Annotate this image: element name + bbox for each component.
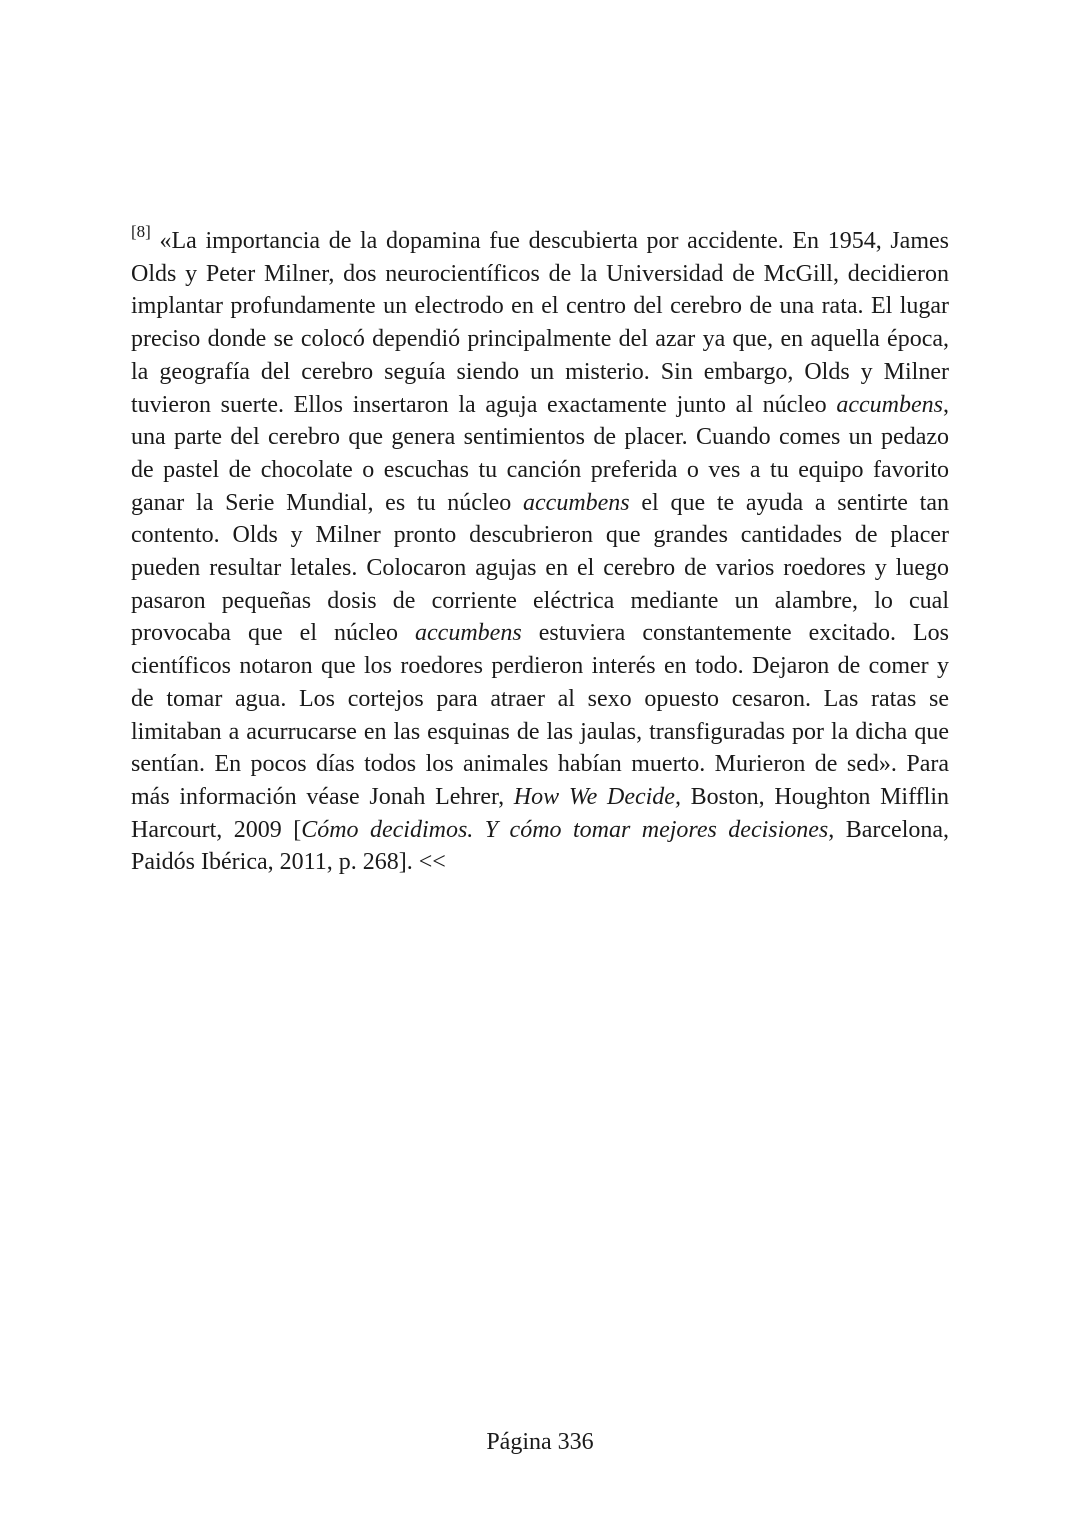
footnote-text: , Barcelona, Paidós Ibérica, 2011, p. 268]. [131, 816, 950, 876]
footnote-marker: [8] [131, 222, 151, 241]
footnote-text: estuviera constantemente excitado. Los científicos notaron que los roedores perdieron interés en todo. Dejaron de comer y de tomar agua. Los cortejos para atraer al sexo opuesto cesaron. Las ratas se limitaban a acurrucarse en las esquinas de las jaulas, transfiguradas por la dicha que sentían. En pocos días todos los animales habían muerto. Murieron de sed». Para más información véase Jonah Lehrer, [131, 620, 949, 810]
book-title: How We Decide, [513, 783, 681, 810]
footnote-paragraph [131, 222, 950, 879]
italic-term: accumbens [415, 620, 522, 647]
book-title-translation: Cómo decidimos. Y cómo tomar mejores decisiones [301, 816, 829, 843]
page-number: Página 336 [486, 1429, 594, 1455]
footnote-text: , una parte del cerebro que genera sentimientos de placer. Cuando comes un pedazo de pastel de chocolate o escuchas tu canción preferida o ves a tu equipo favorito ganar la Serie Mundial, es tu núcleo [131, 391, 949, 516]
back-to-text-link[interactable]: << [418, 849, 446, 876]
footnote-text: el que te ayuda a sentirte tan contento. Olds y Milner pronto descubrieron que grandes cantidades de placer pueden resultar letales. Colocaron agujas en el cerebro de varios roedores y luego pasaron pequeñas dosis de corriente eléctrica mediante un alambre, lo cual provocaba que el núcleo [131, 489, 949, 647]
footnote-text: «La importancia de la dopamina fue descubierta por accidente. En 1954, James Olds y Peter Milner, dos neurocientíficos de la Universidad de McGill, decidieron implantar profundamente un electrodo en el centro del cerebro de una rata. El lugar preciso donde se colocó dependió principalmente del azar ya que, en aquella época, la geografía del cerebro seguía siendo un misterio. Sin embargo, Olds y Milner tuvieron suerte. Ellos insertaron la aguja exactamente junto al núcleo [131, 228, 949, 418]
italic-term: accumbens [836, 391, 943, 418]
footnote-text: Boston, Houghton Mifflin Harcourt, 2009 [ [131, 783, 949, 843]
italic-term: accumbens [523, 489, 630, 516]
